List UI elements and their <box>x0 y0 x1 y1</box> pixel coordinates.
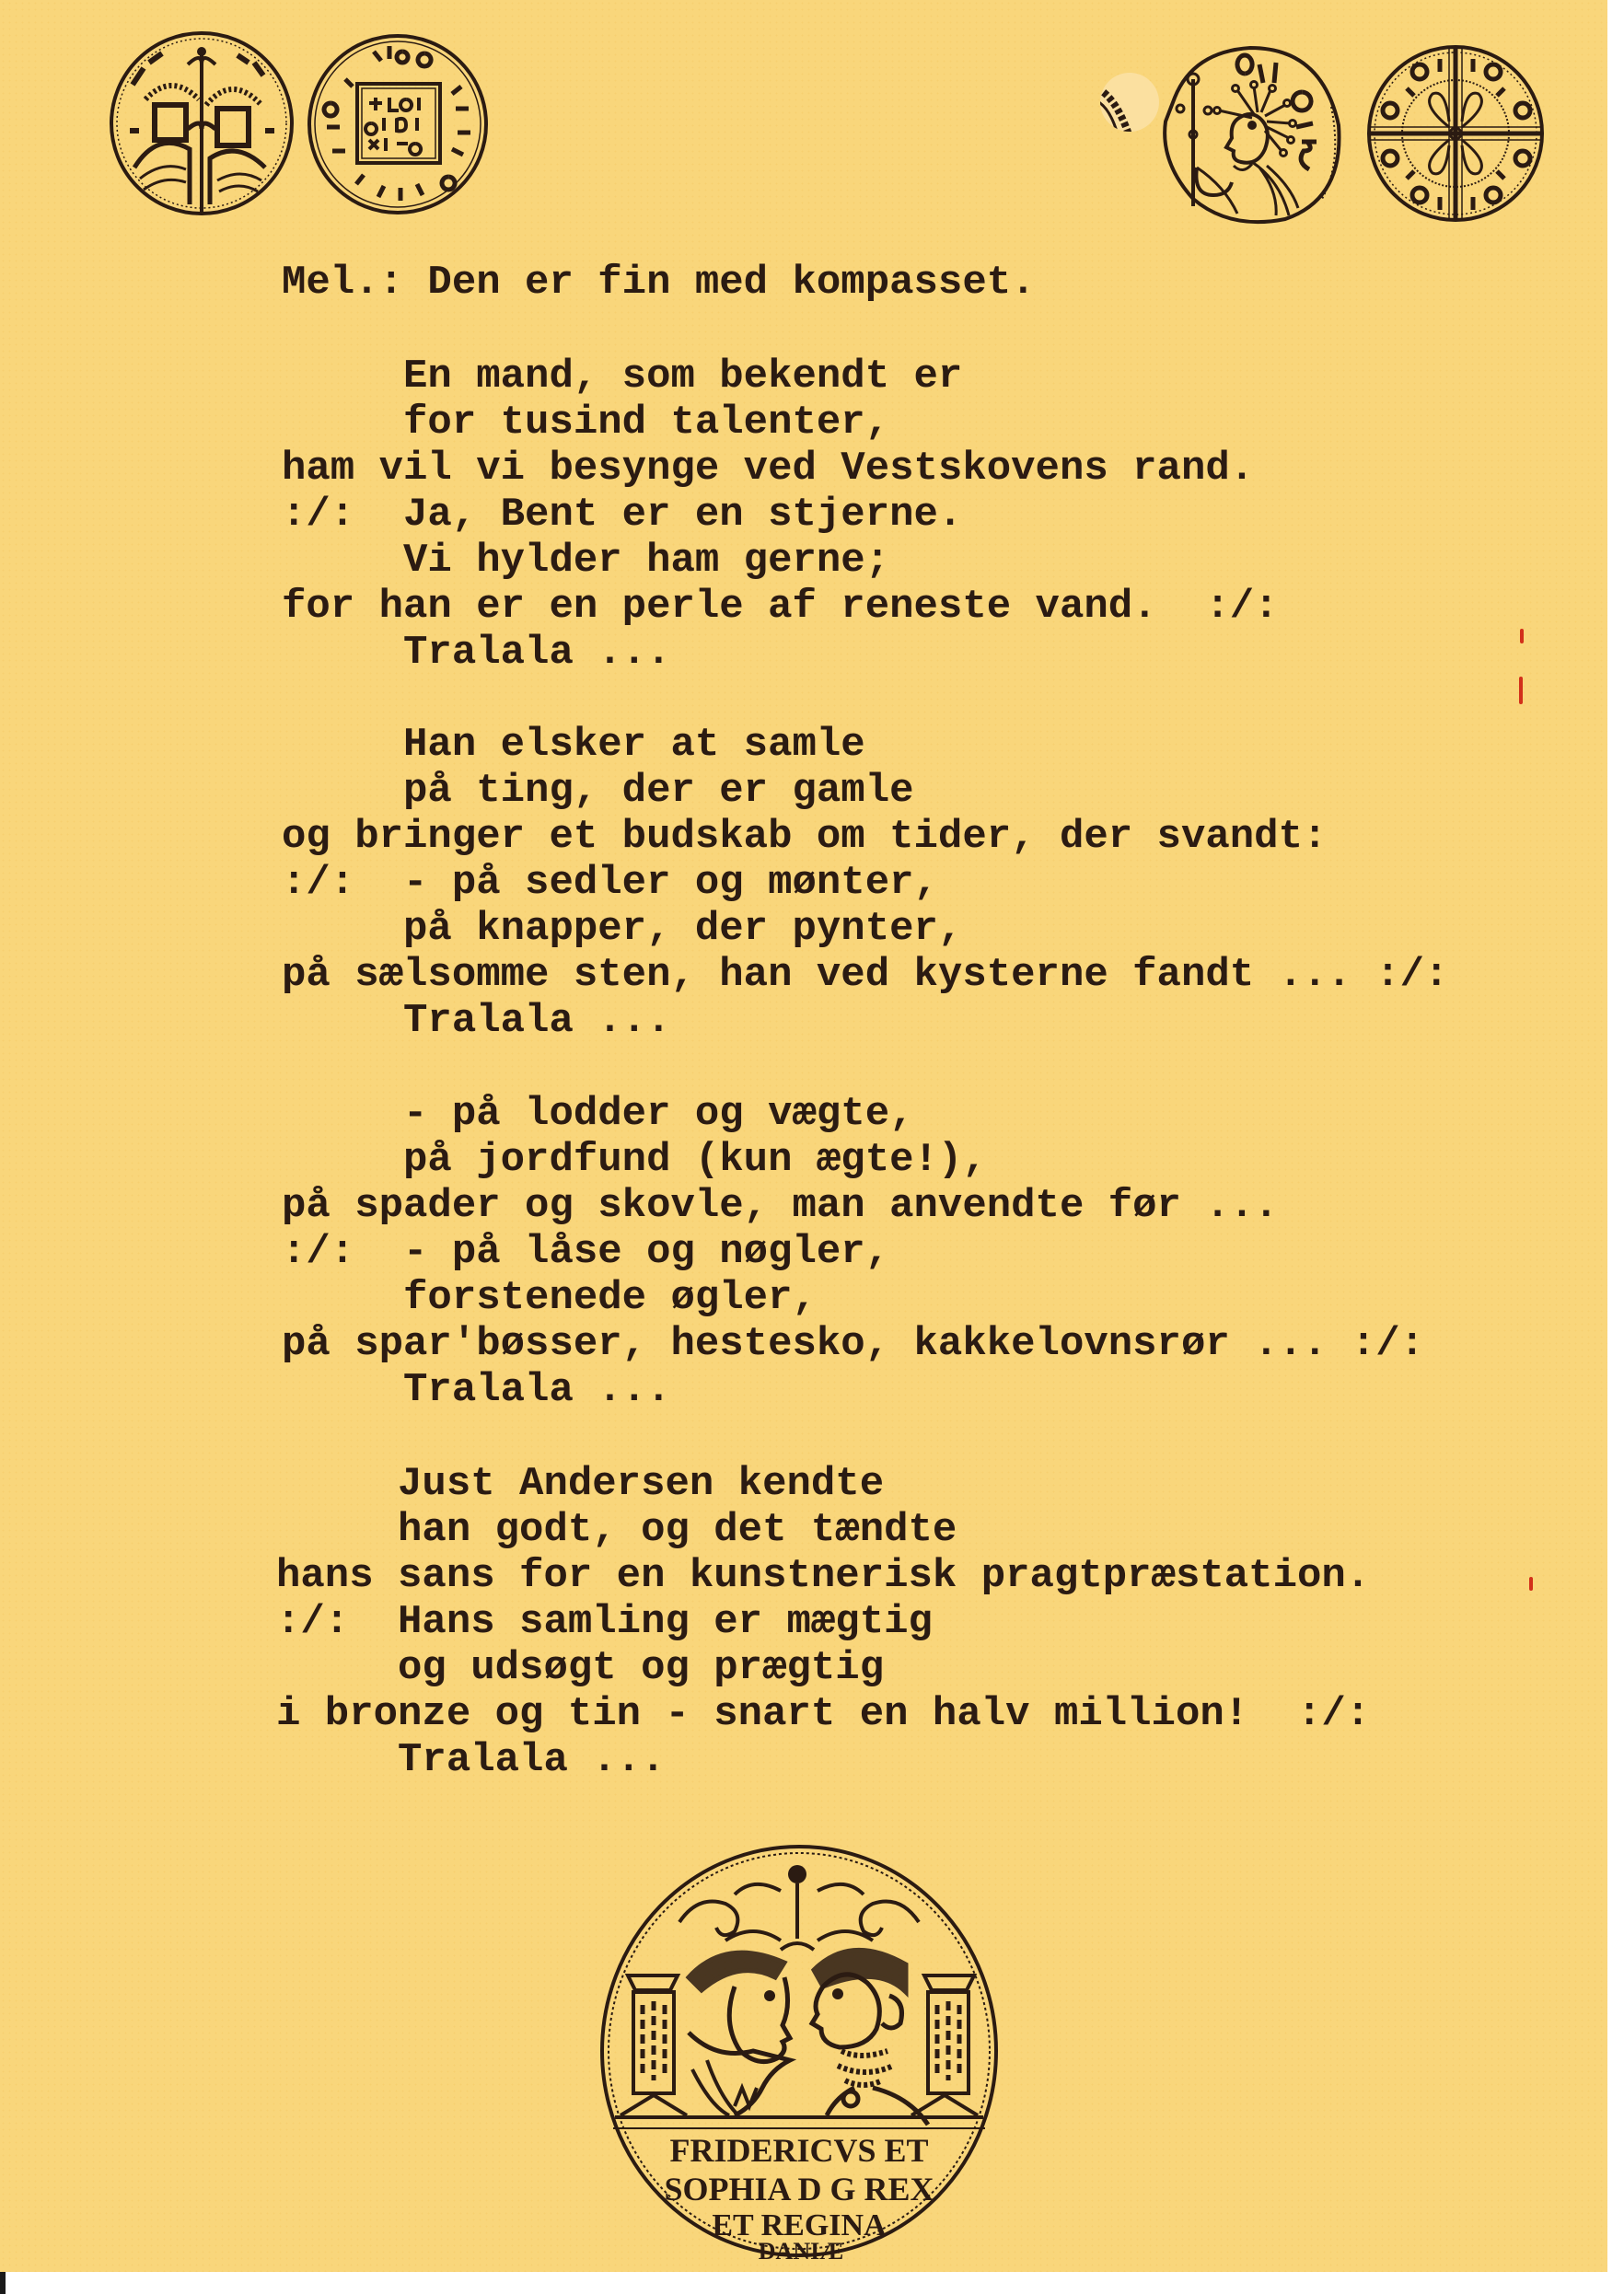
song-text <box>276 0 1449 1841</box>
verse-line: og bringer et budskab om tider, der svandt: <box>282 814 1328 860</box>
melody-line: Mel.: Den er fin med kompasset. <box>282 260 1036 306</box>
verse-line: på knapper, der pynter, <box>282 906 963 952</box>
verse-line: En mand, som bekendt er <box>282 353 963 400</box>
repeat-line: :/: Ja, Bent er en stjerne. <box>282 492 963 538</box>
repeat-line: :/: - på låse og nøgler, <box>282 1229 890 1275</box>
medal-inscription-line: SOPHIA D G REX <box>664 2171 934 2207</box>
verse-line: og udsøgt og prægtig <box>276 1645 885 1691</box>
red-margin-mark <box>1529 1577 1533 1591</box>
coin-two-busts-icon <box>107 29 296 217</box>
coin-cross-icon <box>1366 44 1545 223</box>
verse-line: for tusind talenter, <box>282 400 890 446</box>
refrain-line: Tralala ... <box>282 1367 671 1413</box>
medal-royal-couple-icon <box>597 1839 1002 2265</box>
medal-inscription-line: FRIDERICVS ET <box>669 2132 929 2169</box>
verse-line: Vi hylder ham gerne; <box>282 538 890 584</box>
repeat-end-line: på sælsomme sten, han ved kysterne fandt ... :/: <box>282 952 1449 998</box>
refrain-line: Tralala ... <box>282 998 671 1044</box>
refrain-line: Tralala ... <box>282 630 671 676</box>
verse-line: Just Andersen kendte <box>276 1461 885 1507</box>
verse-line: ham vil vi besynge ved Vestskovens rand. <box>282 446 1255 492</box>
coin-crowned-bust-icon <box>1156 42 1344 226</box>
red-margin-mark <box>1519 677 1523 704</box>
refrain-line: Tralala ... <box>276 1737 666 1783</box>
medal-inscription-line: DANIÆ <box>758 2238 844 2265</box>
repeat-line: :/: - på sedler og mønter, <box>282 860 938 906</box>
repeat-end-line: for han er en perle af reneste vand. :/: <box>282 584 1279 630</box>
coin-fragment-icon <box>1097 70 1162 134</box>
repeat-end-line: på spar'bøsser, hestesko, kakkelovnsrør ... :/: <box>282 1321 1425 1367</box>
verse-line: på spader og skovle, man anvendte før ... <box>282 1183 1279 1229</box>
verse-line: - på lodder og vægte, <box>282 1091 914 1137</box>
repeat-line: :/: Hans samling er mægtig <box>276 1599 933 1645</box>
verse-line: på ting, der er gamle <box>282 768 914 814</box>
repeat-end-line: i bronze og tin - snart en halv million! :/: <box>276 1691 1371 1737</box>
medal-inscription-line: ET REGINA <box>712 2208 887 2242</box>
scan-edge-mark <box>0 2272 6 2294</box>
verse-line: hans sans for en kunstnerisk pragtpræstation. <box>276 1553 1371 1599</box>
verse-line: han godt, og det tændte <box>276 1507 957 1553</box>
verse-line: på jordfund (kun ægte!), <box>282 1137 987 1183</box>
verse-line: forstenede øgler, <box>282 1275 817 1321</box>
red-margin-mark <box>1520 629 1524 643</box>
verse-line: Han elsker at samle <box>282 722 865 768</box>
